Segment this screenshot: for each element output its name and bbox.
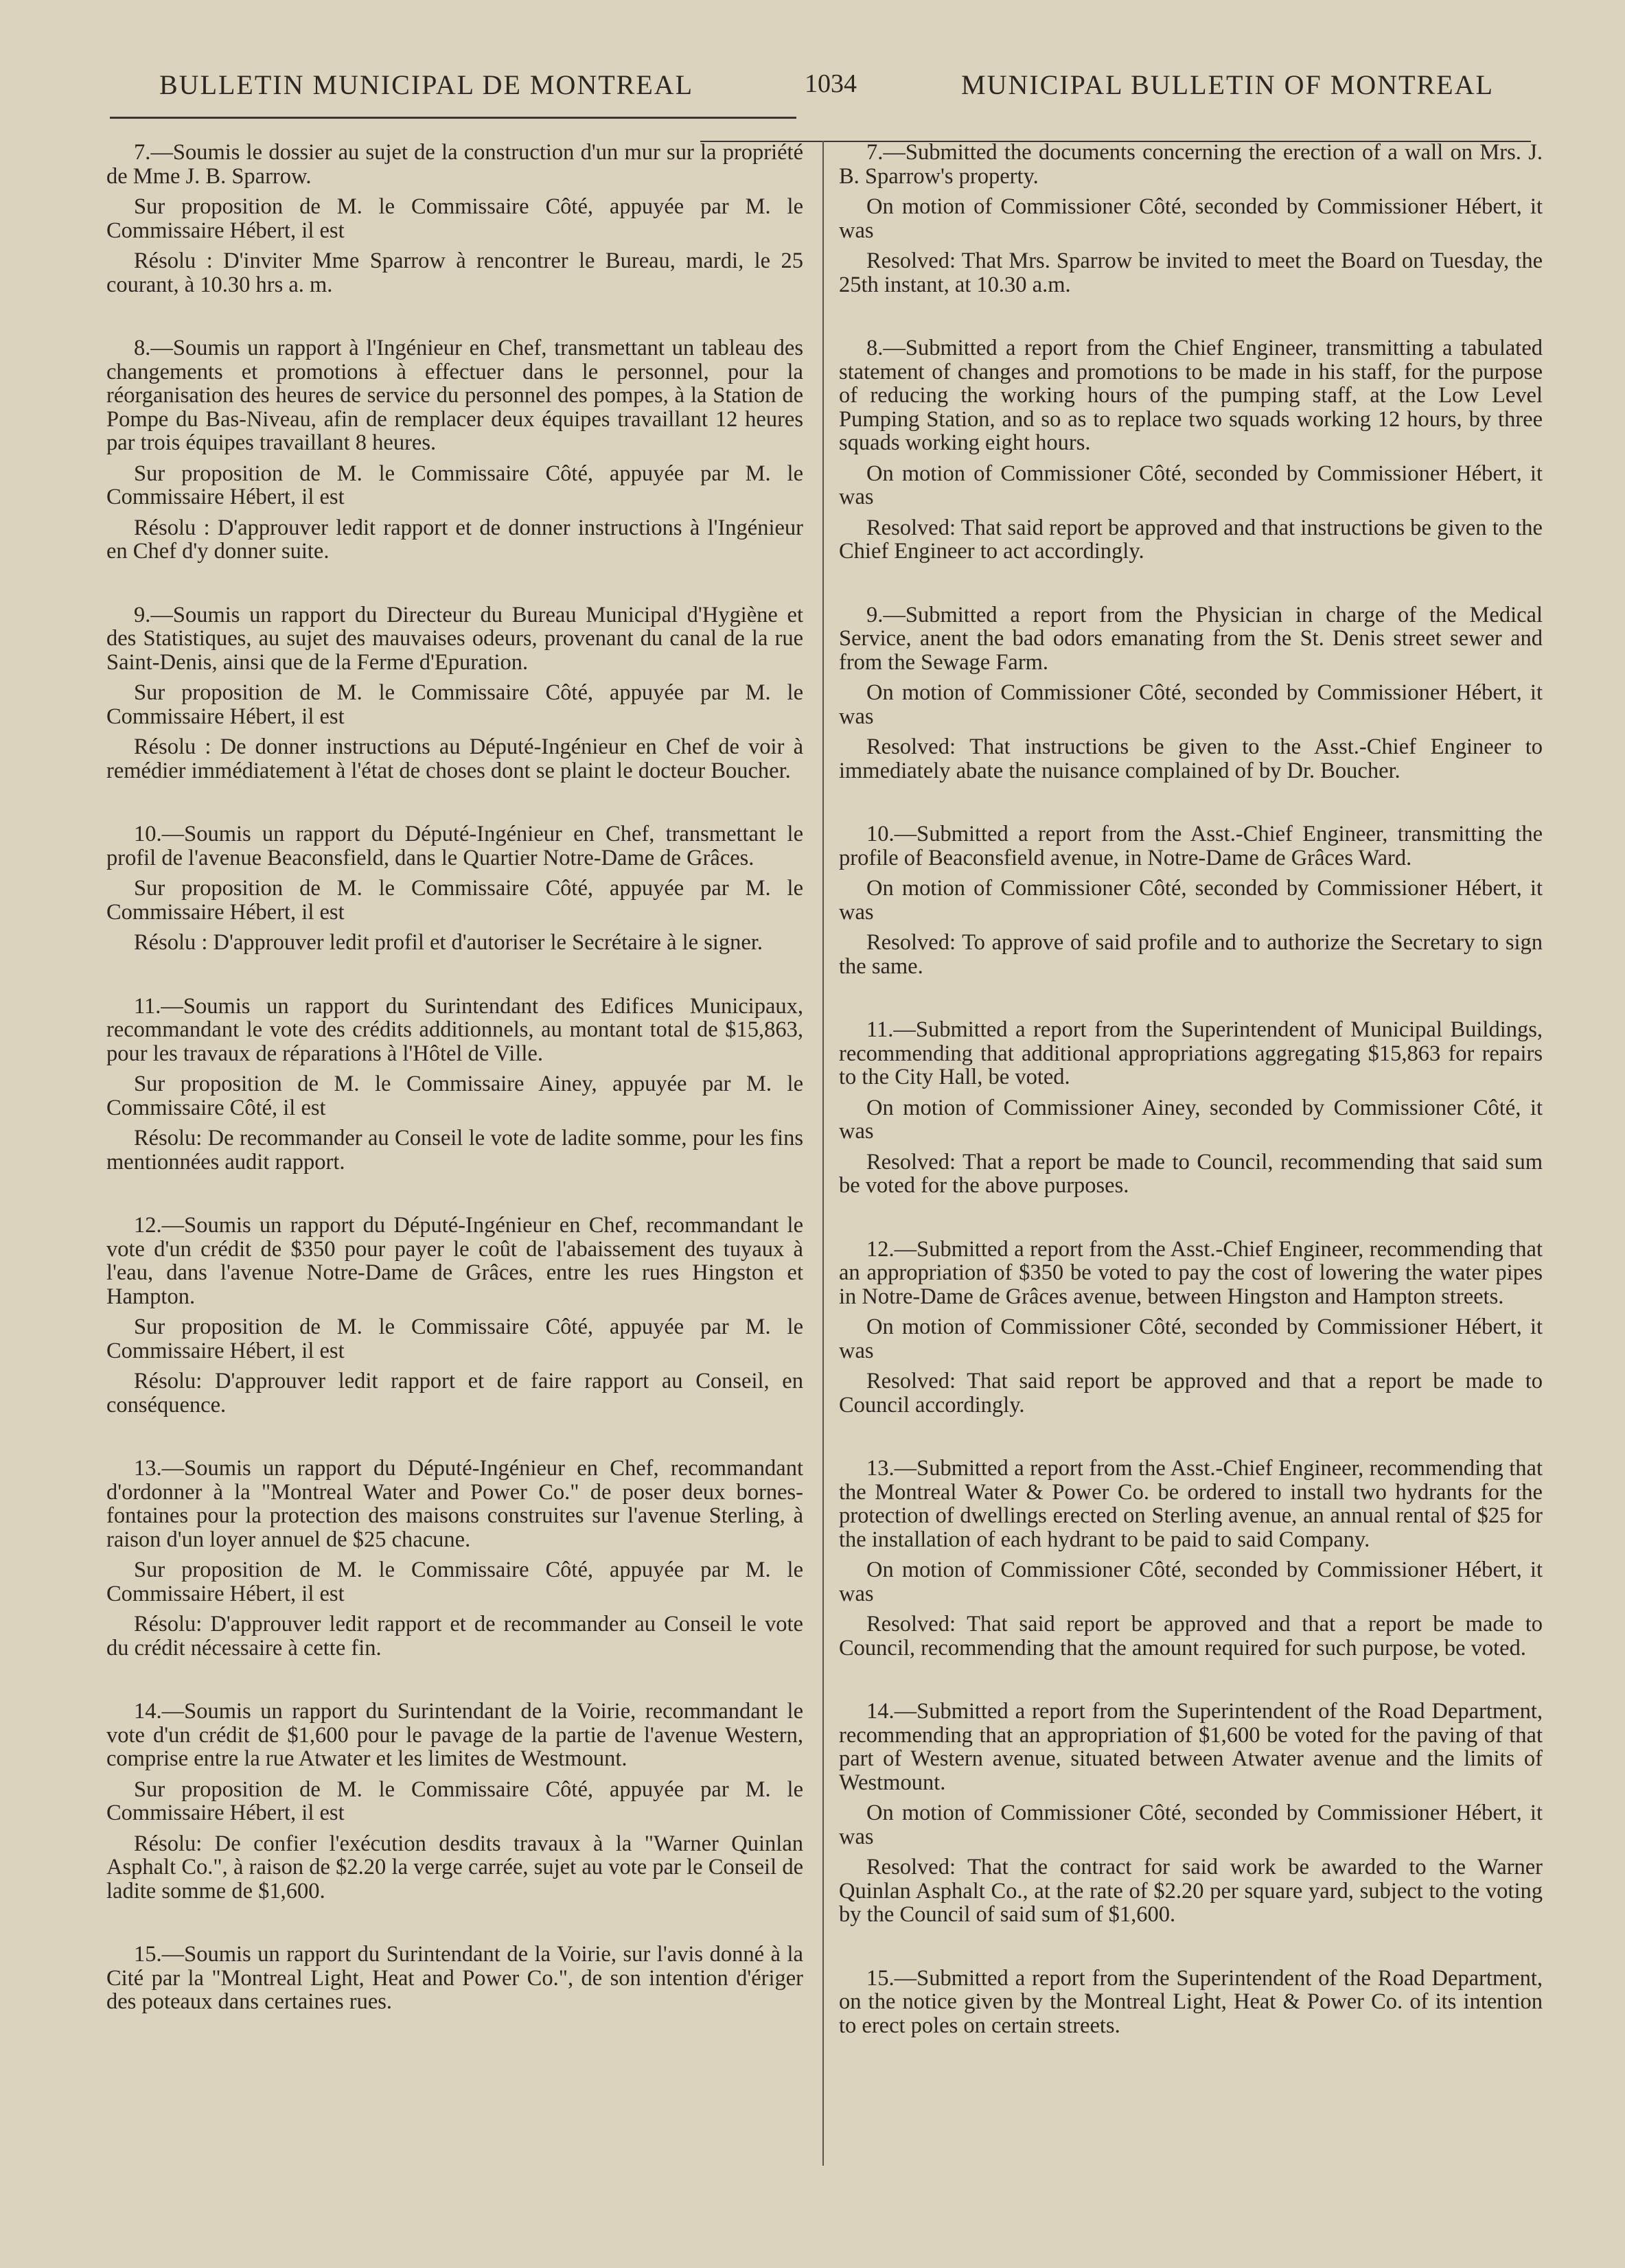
english-motion-paragraph: On motion of Commissioner Côté, seconded by Commissioner Hébert, it was (839, 1801, 1543, 1849)
english-motion-paragraph: On motion of Commissioner Côté, seconded by Commissioner Hébert, it was (839, 680, 1543, 729)
french-item-10 (106, 822, 803, 955)
english-item-8 (839, 336, 1543, 564)
french-motion-paragraph: Sur proposition de M. le Commissaire Côté, appuyée par M. le Commissaire Hébert, il est (106, 461, 803, 509)
header-rule-left (110, 117, 796, 119)
english-item-13 (839, 1457, 1543, 1660)
page-number: 1034 (805, 69, 857, 98)
french-resolution-paragraph: Résolu : D'inviter Mme Sparrow à rencontrer le Bureau, mardi, le 25 courant, à 10.30 hrs a. m. (106, 248, 803, 297)
french-item-paragraph: 10.—Soumis un rapport du Député-Ingénieur en Chef, transmettant le profil de l'avenue Beaconsfield, dans le Quartier Notre-Dame de Grâces. (106, 822, 803, 870)
english-item-paragraph: 15.—Submitted a report from the Superintendent of the Road Department, on the notice given by the Montreal Light, Heat & Power Co. of its intention to erect poles on certain streets. (839, 1965, 1543, 2038)
english-resolution-paragraph: Resolved: That a report be made to Council, recommending that said sum be voted for the above purposes. (839, 1149, 1543, 1198)
english-item-paragraph: 8.—Submitted a report from the Chief Engineer, transmitting a tabulated statement of changes and promotions to be made in his staff, for the purpose of reducing the working hours of the pumping staff, at the Low Level Pumping Station, and so as to replace two squads working 12 hours, by three squads working eight hours. (839, 336, 1543, 455)
french-motion-paragraph: Sur proposition de M. le Commissaire Côté, appuyée par M. le Commissaire Hébert, il est (106, 876, 803, 925)
french-motion-paragraph: Sur proposition de M. le Commissaire Ainey, appuyée par M. le Commissaire Côté, il est (106, 1072, 803, 1120)
english-item-paragraph: 7.—Submitted the documents concerning the erection of a wall on Mrs. J. B. Sparrow's property. (839, 140, 1543, 189)
english-item-10 (839, 822, 1543, 978)
french-item-paragraph: 7.—Soumis le dossier au sujet de la construction d'un mur sur la propriété de Mme J. B. Sparrow. (106, 140, 803, 189)
english-item-paragraph: 12.—Submitted a report from the Asst.-Chief Engineer, recommending that an appropriation of $350 be voted to pay the cost of lowering the water pipes in Notre-Dame de Grâces avenue, between Hingston and Hampton streets. (839, 1236, 1543, 1309)
english-motion-paragraph: On motion of Commissioner Côté, seconded by Commissioner Hébert, it was (839, 876, 1543, 925)
english-resolution-paragraph: Resolved: That instructions be given to the Asst.-Chief Engineer to immediately abate the nuisance complained of by Dr. Boucher. (839, 734, 1543, 783)
english-resolution-paragraph: Resolved: To approve of said profile and to authorize the Secretary to sign the same. (839, 930, 1543, 979)
french-item-11 (106, 995, 803, 1174)
french-item-7 (106, 141, 803, 297)
english-resolution-paragraph: Resolved: That Mrs. Sparrow be invited to meet the Board on Tuesday, the 25th instant, at 10.30 a.m. (839, 248, 1543, 297)
french-item-paragraph: 12.—Soumis un rapport du Député-Ingénieur en Chef, recommandant le vote d'un crédit de $350 pour payer le coût de l'abaissement des tuyaux à l'eau, dans l'avenue Notre-Dame de Grâces, entre les rues Hingston et Hampton. (106, 1213, 803, 1309)
english-item-paragraph: 11.—Submitted a report from the Superintendent of Municipal Buildings, recommending that additional appropriations aggregating $15,863 for repairs to the City Hall, be voted. (839, 1017, 1543, 1089)
french-resolution-paragraph: Résolu : De donner instructions au Député-Ingénieur en Chef de voir à remédier immédiatement à l'état de choses dont se plaint le docteur Boucher. (106, 734, 803, 783)
header-title-french: BULLETIN MUNICIPAL DE MONTREAL (159, 69, 694, 100)
english-item-15 (839, 1967, 1543, 2038)
french-motion-paragraph: Sur proposition de M. le Commissaire Côté, appuyée par M. le Commissaire Hébert, il est (106, 1558, 803, 1606)
french-item-paragraph: 14.—Soumis un rapport du Surintendant de la Voirie, recommandant le vote d'un crédit de $1,600 pour le pavage de la partie de l'avenue Western, comprise entre la rue Atwater et les limites de Westmount. (106, 1699, 803, 1771)
english-motion-paragraph: On motion of Commissioner Ainey, seconded by Commissioner Côté, it was (839, 1095, 1543, 1144)
french-item-15 (106, 1943, 803, 2014)
english-item-7 (839, 141, 1543, 297)
english-item-14 (839, 1700, 1543, 1927)
french-item-paragraph: 15.—Soumis un rapport du Surintendant de la Voirie, sur l'avis donné à la Cité par la "Montreal Light, Heat and Power Co.", de son intention d'ériger des poteaux dans certaines rues. (106, 1942, 803, 2014)
column-divider (822, 141, 824, 2166)
french-motion-paragraph: Sur proposition de M. le Commissaire Côté, appuyée par M. le Commissaire Hébert, il est (106, 1315, 803, 1363)
english-item-paragraph: 14.—Submitted a report from the Superintendent of the Road Department, recommending that an appropriation of $1,600 be voted for the paving of that part of Western avenue, situated between Atwater avenue and the limits of Westmount. (839, 1699, 1543, 1795)
english-column (839, 141, 1543, 2077)
english-item-12 (839, 1238, 1543, 1418)
french-item-paragraph: 11.—Soumis un rapport du Surintendant des Edifices Municipaux, recommandant le vote des crédits additionnels, au montant total de $15,863, pour les travaux de réparations à l'Hôtel de Ville. (106, 993, 803, 1066)
header-title-english: MUNICIPAL BULLETIN OF MONTREAL (961, 69, 1494, 100)
french-resolution-paragraph: Résolu : D'approuver ledit profil et d'autoriser le Secrétaire à le signer. (134, 930, 763, 955)
english-motion-paragraph: On motion of Commissioner Côté, seconded by Commissioner Hébert, it was (839, 461, 1543, 509)
french-motion-paragraph: Sur proposition de M. le Commissaire Côté, appuyée par M. le Commissaire Hébert, il est (106, 1777, 803, 1825)
english-resolution-paragraph: Resolved: That said report be approved and that instructions be given to the Chief Engineer to act accordingly. (839, 515, 1543, 564)
french-item-9 (106, 603, 803, 783)
english-item-paragraph: 13.—Submitted a report from the Asst.-Chief Engineer, recommending that the Montreal Water & Power Co. be ordered to install two hydrants for the protection of dwellings erected on Sterling avenue, an annual rental of $25 for the installation of each hydrant to be paid to said Company. (839, 1456, 1543, 1552)
french-item-paragraph: 8.—Soumis un rapport à l'Ingénieur en Chef, transmettant un tableau des changements et promotions à effectuer dans le personnel, pour la réorganisation des heures de service du personnel des pompes, à la Station de Pompe du Bas-Niveau, afin de remplacer deux équipes travaillant 12 heures par trois équipes travaillant 8 heures. (106, 336, 803, 455)
french-item-13 (106, 1457, 803, 1660)
french-column (106, 141, 803, 2054)
english-motion-paragraph: On motion of Commissioner Côté, seconded by Commissioner Hébert, it was (839, 194, 1543, 243)
french-resolution-paragraph: Résolu : D'approuver ledit rapport et de donner instructions à l'Ingénieur en Chef d'y donner suite. (106, 515, 803, 564)
english-item-paragraph: 10.—Submitted a report from the Asst.-Chief Engineer, transmitting the profile of Beaconsfield avenue, in Notre-Dame de Grâces Ward. (839, 822, 1543, 870)
english-motion-paragraph: On motion of Commissioner Côté, seconded by Commissioner Hébert, it was (839, 1558, 1543, 1606)
french-resolution-paragraph: Résolu: D'approuver ledit rapport et de faire rapport au Conseil, en conséquence. (106, 1369, 803, 1418)
english-motion-paragraph: On motion of Commissioner Côté, seconded by Commissioner Hébert, it was (839, 1315, 1543, 1363)
french-item-paragraph: 9.—Soumis un rapport du Directeur du Bureau Municipal d'Hygiène et des Statistiques, au sujet des mauvaises odeurs, provenant du canal de la rue Saint-Denis, ainsi que de la Ferme d'Epuration. (106, 602, 803, 675)
english-resolution-paragraph: Resolved: That said report be approved and that a report be made to Council accordingly. (839, 1369, 1543, 1418)
english-item-11 (839, 1018, 1543, 1198)
english-item-paragraph: 9.—Submitted a report from the Physician in charge of the Medical Service, anent the bad odors emanating from the St. Denis street sewer and from the Sewage Farm. (839, 602, 1543, 675)
french-resolution-paragraph: Résolu: De recommander au Conseil le vote de ladite somme, pour les fins mentionnées audit rapport. (106, 1126, 803, 1174)
french-item-14 (106, 1700, 803, 1903)
english-item-9 (839, 603, 1543, 783)
french-motion-paragraph: Sur proposition de M. le Commissaire Côté, appuyée par M. le Commissaire Hébert, il est (106, 680, 803, 729)
french-motion-paragraph: Sur proposition de M. le Commissaire Côté, appuyée par M. le Commissaire Hébert, il est (106, 194, 803, 243)
french-resolution-paragraph: Résolu: D'approuver ledit rapport et de recommander au Conseil le vote du crédit nécessaire à cette fin. (106, 1612, 803, 1660)
english-resolution-paragraph: Resolved: That the contract for said work be awarded to the Warner Quinlan Asphalt Co., at the rate of $2.20 per square yard, subject to the voting by the Council of said sum of $1,600. (839, 1855, 1543, 1927)
french-resolution-paragraph: Résolu: De confier l'exécution desdits travaux à la "Warner Quinlan Asphalt Co.", à raison de $2.20 la verge carrée, sujet au vote par le Conseil de ladite somme de $1,600. (106, 1831, 803, 1903)
french-item-paragraph: 13.—Soumis un rapport du Député-Ingénieur en Chef, recommandant d'ordonner à la "Montreal Water and Power Co." de poser deux bornes-fontaines pour la protection des maisons construites sur l'avenue Sterling, à raison d'un loyer annuel de $25 chacune. (106, 1456, 803, 1552)
english-resolution-paragraph: Resolved: That said report be approved and that a report be made to Council, recommending that the amount required for such purpose, be voted. (839, 1612, 1543, 1660)
french-item-12 (106, 1214, 803, 1417)
french-item-8 (106, 336, 803, 564)
